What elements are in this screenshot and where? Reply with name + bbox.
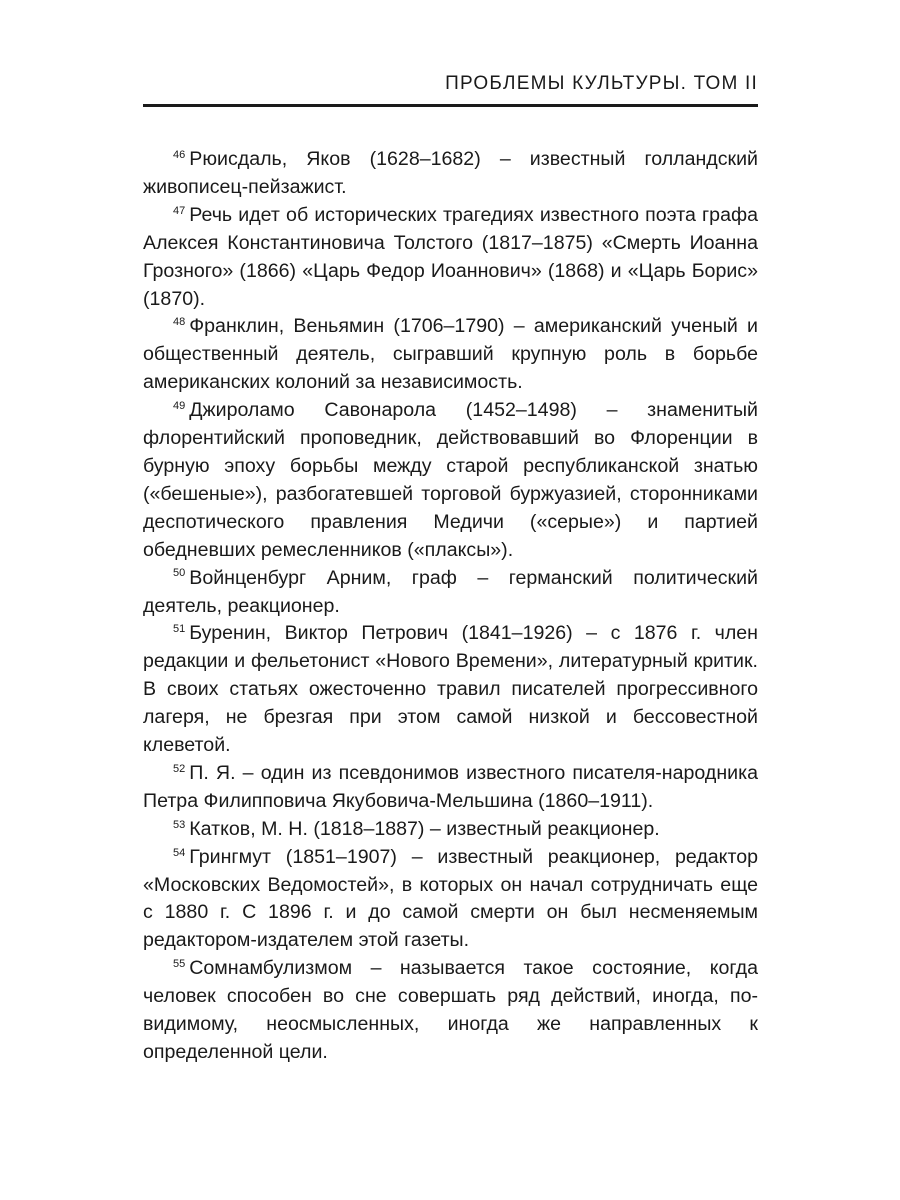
footnote <box>143 844 758 956</box>
footnote-text: Франклин, Веньямин (1706–1790) – американский ученый и общественный деятель, сыгравший крупную роль в борьбе американских колоний за независимость. <box>143 315 758 394</box>
footnote <box>143 202 758 314</box>
footnote-number: 53 <box>173 818 186 831</box>
footnote-text: Буренин, Виктор Петрович (1841–1926) – с 1876 г. член редакции и фельетонист «Нового Времени», литературный критик. В своих статьях ожесточенно травил писателей прогрессивного лагеря, не брезгая при этом самой низкой и бессовестной клеветой. <box>143 622 758 757</box>
footnote <box>143 565 758 621</box>
footnote-text: Джироламо Савонарола (1452–1498) – знаменитый флорентийский проповедник, действовавший во Флоренции в бурную эпоху борьбы между старой республиканской знатью («бешеные»), разбогатевшей торговой буржуазией, сторонниками деспотического правления Медичи («серые») и партией обедневших ремесленников («плаксы»). <box>143 399 758 561</box>
footnote-number: 48 <box>173 316 186 329</box>
footnote <box>143 760 758 816</box>
header-rule <box>143 104 758 107</box>
footnote-number: 55 <box>173 958 186 971</box>
footnote-text: П. Я. – один из псевдонимов известного писателя-народника Петра Филипповича Якубовича-Мельшина (1860–1911). <box>143 761 758 812</box>
footnote-text: Грингмут (1851–1907) – известный реакционер, редактор «Московских Ведомостей», в которых он начал сотрудничать еще с 1880 г. С 1896 г. и до самой смерти он был несменяемым редактором-издателем этой газеты. <box>143 845 758 952</box>
footnote-number: 46 <box>173 148 186 161</box>
footnote-number: 47 <box>173 204 186 217</box>
footnote <box>143 620 758 760</box>
footnote <box>143 146 758 202</box>
running-title: ПРОБЛЕМЫ КУЛЬТУРЫ. ТОМ II <box>445 73 758 94</box>
footnote <box>143 313 758 397</box>
footnote-text: Сомнамбулизмом – называется такое состояние, когда человек способен во сне совершать ряд действий, иногда, по-видимому, неосмысленных, иногда же направленных к определенной цели. <box>143 957 758 1063</box>
footnote-number: 50 <box>173 567 186 580</box>
footnote-number: 52 <box>173 762 186 775</box>
footnotes-list <box>143 146 758 1067</box>
footnote-text: Рюисдаль, Яков (1628–1682) – известный голландский живописец-пейзажист. <box>143 148 758 198</box>
footnote-text: Войнценбург Арним, граф – германский политический деятель, реакционер. <box>143 566 758 617</box>
footnote-text: Катков, М. Н. (1818–1887) – известный реакционер. <box>189 817 660 840</box>
footnote <box>143 397 758 564</box>
footnote-number: 51 <box>173 623 186 636</box>
footnote-text: Речь идет об исторических трагедиях известного поэта графа Алексея Константиновича Толстого (1817–1875) «Смерть Иоанна Грозного» (1866) «Царь Федор Иоаннович» (1868) и «Царь Борис» (1870). <box>143 203 758 310</box>
footnote <box>143 955 758 1067</box>
footnote-number: 54 <box>173 846 186 859</box>
footnote <box>143 816 758 844</box>
footnote-number: 49 <box>173 400 186 413</box>
